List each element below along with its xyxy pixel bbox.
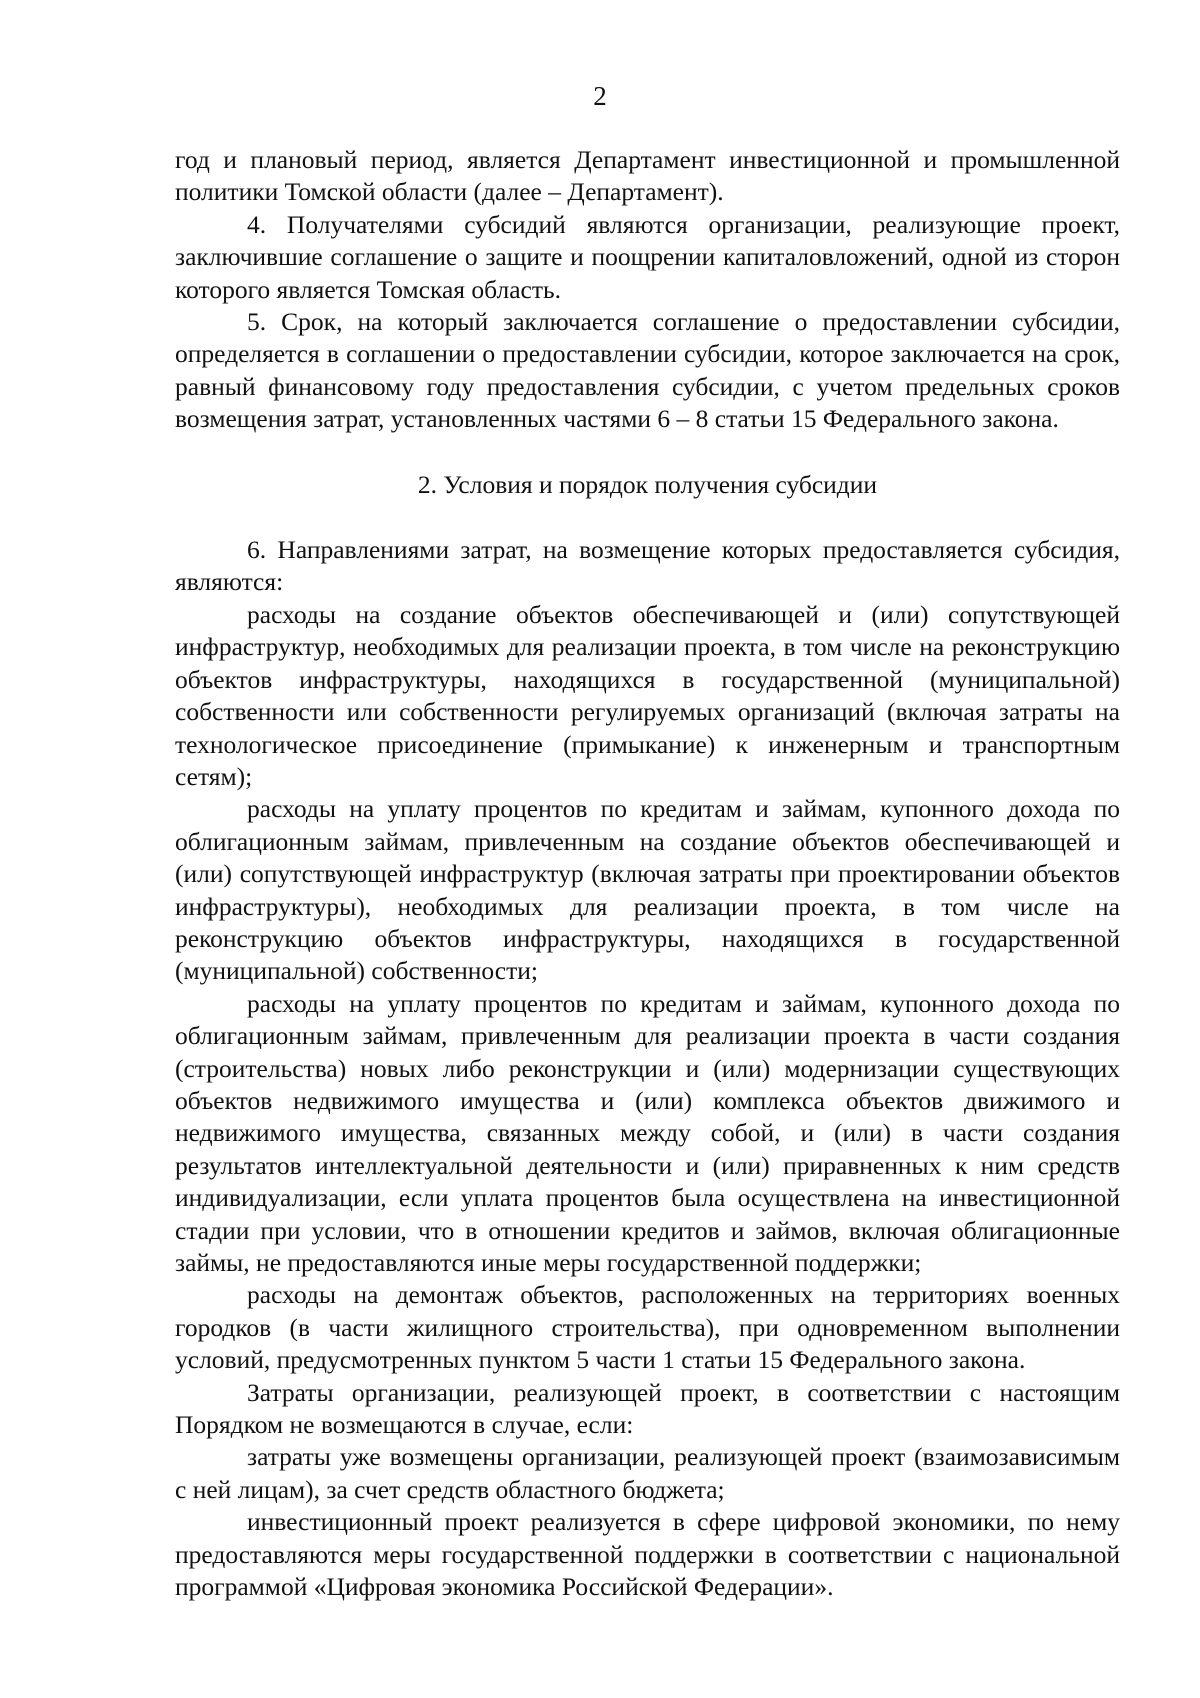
paragraph-item-5: 5. Срок, на который заключается соглашение о предоставлении субсидии, определяется в соглашении о предоставлении субсидии, которое заключается на срок, равный финансовому году предоставления субсидии, с учетом предельных сроков возмещения затрат, установленных частями 6 – 8 статьи 15 Федерального закона.: [175, 307, 1120, 434]
list-item-digital-economy: инвестиционный проект реализуется в сфере цифровой экономики, по нему предоставляются меры государственной поддержки в соответствии с национальной программой «Цифровая экономика Российской Федерации».: [175, 1507, 1120, 1602]
list-item-infrastructure-costs: расходы на создание объектов обеспечивающей и (или) сопутствующей инфраструктур, необходимых для реализации проекта, в том числе на реконструкцию объектов инфраструктуры, находящихся в государственной (муниципальной) собственности или собственности регулируемых организаций (включая затраты на технологическое присоединение (примыкание) к инженерным и транспортным сетям);: [175, 599, 1120, 791]
document-body: [175, 144, 1120, 1603]
list-item-demolition-costs: расходы на демонтаж объектов, расположенных на территориях военных городков (в части жилищного строительства), при одновременном выполнении условий, предусмотренных пунктом 5 части 1 статьи 15 Федерального закона.: [175, 1280, 1120, 1375]
paragraph-continuation: год и плановый период, является Департамент инвестиционной и промышленной политики Томской области (далее – Департамент).: [175, 145, 1120, 207]
section-heading: 2. Условия и порядок получения субсидии: [417, 469, 878, 499]
paragraph-item-6: 6. Направлениями затрат, на возмещение которых предоставляется субсидия, являются:: [175, 535, 1120, 597]
list-item-project-interest: расходы на уплату процентов по кредитам и займам, купонного дохода по облигационным займам, привлеченным для реализации проекта в части создания (строительства) новых либо реконструкции и (или) модернизации существующих объектов недвижимого имущества и (или) комплекса объектов движимого и недвижимого имущества, связанных между собой, и (или) в части создания результатов интеллектуальной деятельности и (или) приравненных к ним средств индивидуализации, если уплата процентов была осуществлена на инвестиционной стадии при условии, что в отношении кредитов и займов, включая облигационные займы, не предоставляются иные меры государственной поддержки;: [175, 988, 1120, 1277]
paragraph-item-4: 4. Получателями субсидий являются организации, реализующие проект, заключившие соглашение о защите и поощрении капиталовложений, одной из сторон которого является Томская область.: [175, 209, 1120, 304]
paragraph-exclusions: Затраты организации, реализующей проект, в соответствии с настоящим Порядком не возмещаются в случае, если:: [175, 1377, 1120, 1440]
page-number: 2: [593, 81, 607, 111]
list-item-already-reimbursed: затраты уже возмещены организации, реализующей проект (взаимозависимым с ней лицам), за счет средств областного бюджета;: [175, 1442, 1120, 1504]
list-item-infrastructure-interest: расходы на уплату процентов по кредитам и займам, купонного дохода по облигационным займам, привлеченным на создание объектов обеспечивающей и (или) сопутствующей инфраструктур (включая затраты при проектировании объектов инфраструктуры), необходимых для реализации проекта, в том числе на реконструкцию объектов инфраструктуры, находящихся в государственной (муниципальной) собственности;: [175, 794, 1120, 986]
